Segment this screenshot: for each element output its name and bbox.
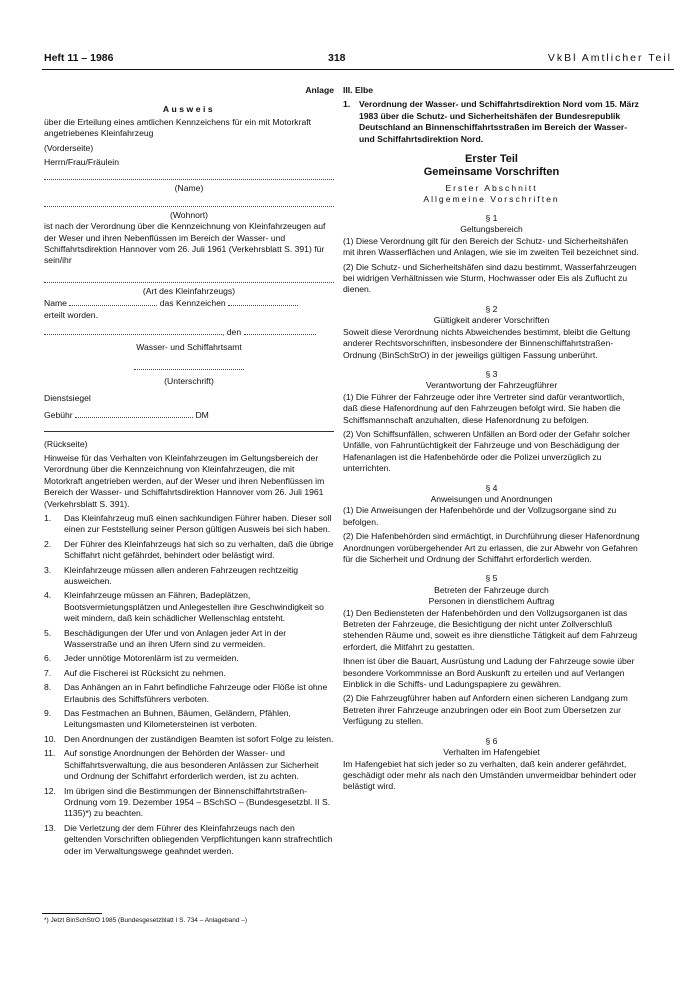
place-dots — [44, 326, 222, 335]
dienstsiegel-label: Dienstsiegel — [44, 392, 91, 403]
date-dots — [244, 326, 316, 335]
paragraph-5-title-2: Personen in dienstlichem Auftrag — [428, 596, 555, 607]
paragraph-2-number: § 2 — [485, 303, 498, 314]
kennzeichen-word: das Kennzeichen — [159, 298, 226, 309]
list-item: 4. Kleinfahrzeuge müssen an Fähren, Badeplätzen, Bootsvermietungsplätzen und Anlegestellen ihre Geschwindigkeit so weit mindern, daß kein schädlicher Wellenschlag entsteht. — [44, 590, 324, 624]
page-number: 318 — [328, 52, 346, 64]
den-word: , den — [222, 327, 242, 338]
hinweise-text: Hinweise für das Verhalten von Kleinfahrzeugen im Geltungsbereich der Verordnung über die Kennzeichnung von Kleinfahrzeugen, die mit Motorkraft angetrieben werden, auf der Weser und ihren Nebenflüssen im Bereich der Wasser- und Schiffahrtsdirektion Hannover vom 26. Juli 1961 (Verkehrsblatt S. 391). — [44, 452, 325, 509]
paragraph-2-text: Soweit diese Verordnung nichts Abweichendes bestimmt, bleibt die Geltung anderer Rechtsvorschriften, insbesondere der Binnenschiffahrtstraßen-Ordnung (BinSchStrO) in der jeweiligs gültigen Fassung unberührt. — [343, 326, 631, 360]
part-title: Erster Teil — [465, 153, 518, 166]
paragraph-1-title: Geltungsbereich — [460, 224, 523, 235]
chapter-subtitle: Allgemeine Vorschriften — [423, 194, 560, 205]
rueckseite-label: (Rückseite) — [44, 438, 88, 449]
form-intro: über die Erteilung eines amtlichen Kennzeichens für ein mit Motorkraft angetriebenes Kleinfahrzeug — [44, 116, 312, 139]
gebuehr-row — [44, 409, 334, 421]
footnote-rule — [42, 913, 102, 914]
paragraph-2-title: Gültigkeit anderer Vorschriften — [433, 315, 550, 326]
list-item: 6. Jeder unnötige Motorenlärm ist zu vermeiden. — [44, 653, 239, 664]
paragraph-3-text-a: (1) Die Führer der Fahrzeuge oder ihre Vertreter sind dafür verantwortlich, daß diese Hafenordnung auf den Fahrzeugen befolgt wird. Sie haben die Schiffsmannschaft anzuhalten, diese Hafenordnung zu befolgen. — [343, 391, 625, 425]
form-body: ist nach der Verordnung über die Kennzeichnung von Kleinfahrzeugen auf der Weser und ihren Nebenflüssen im Bereich der Wasser- und Schiffahrtsdirektion Hannover vom 26. Juli 1961 (Verkehrsblatt S. 391) für sein/ihr — [44, 221, 326, 266]
paragraph-1-text-a: (1) Diese Verordnung gilt für den Bereich der Schutz- und Sicherheitshäfen mit ihren Wasserflächen und Anlagen, wie sie im zweiten Teil bezeichnet sind. — [343, 235, 639, 258]
left-column — [44, 85, 334, 860]
name-kennzeichen-row — [44, 297, 334, 309]
name-word: Name — [44, 298, 67, 309]
paragraph-6-number: § 6 — [485, 735, 498, 746]
paragraph-5-number: § 5 — [485, 573, 498, 584]
signature-caption: (Unterschrift) — [164, 376, 214, 387]
signature-line-wrap — [44, 361, 334, 373]
paragraph-4-title: Anweisungen und Anordnungen — [430, 493, 553, 504]
salutation: Herrn/Frau/Fräulein — [44, 157, 119, 168]
wohnort-caption: (Wohnort) — [169, 209, 209, 220]
list-item: 7. Auf die Fischerei ist Rücksicht zu nehmen. — [44, 667, 226, 678]
ordinance-title: Verordnung der Wasser- und Schiffahrtsdirektion Nord vom 15. März 1983 über die Schutz- und Sicherheitshäfen der Bundesrepublik Deutschland an Binnenschiffahrtsstraßen im Bereich der Wasser- und Schiffahrtsdirektion Nord. — [359, 99, 639, 144]
form-separator — [44, 431, 334, 432]
list-item: 13. Die Verletzung der dem Führer des Kleinfahrzeugs nach den geltenden Vorschriften obliegenden Verpflichtungen kann strafrechtlich oder im Verwaltungswege geahndet werden. — [44, 822, 333, 856]
paragraph-4-number: § 4 — [485, 482, 498, 493]
list-item: 1. Das Kleinfahrzeug muß einen sachkundigen Führer haben. Dieser soll einen zur Feststellung seiner Person gültigen Ausweis bei sich haben. — [44, 512, 332, 535]
paragraph-3-title: Verantwortung der Fahrzeugführer — [425, 380, 558, 391]
kennzeichen-dots — [228, 297, 298, 306]
name-caption: (Name) — [174, 183, 204, 194]
form-title: Ausweis — [162, 104, 216, 115]
paragraph-5-text-b: Ihnen ist über die Bauart, Ausrüstung und Ladung der Fahrzeuge sowie über besondere Vorkommnisse an Bord Auskunft zu erteilen und auf Verlangen Einblick in die Schiffs- und Ladungspapiere zu gewähren. — [343, 656, 635, 690]
amt-label: Wasser- und Schiffahrtsamt — [136, 341, 242, 352]
art-caption: (Art des Kleinfahrzeugs) — [142, 285, 236, 296]
paragraph-3-number: § 3 — [485, 368, 498, 379]
paragraph-5-text-c: (2) Die Fahrzeugführer haben auf Anfordern einen sicheren Landgang zum Betreten ihrer Fahrzeuge anzubringen oder ein Boot zum Übersetzen zur Verfügung zu stellen. — [343, 693, 628, 727]
part-subtitle: Gemeinsame Vorschriften — [423, 166, 560, 179]
erteilt-text: erteilt worden. — [44, 309, 98, 320]
list-item: 11. Auf sonstige Anordnungen der Behörden der Wasser- und Schiffahrtsverwaltung, die aus besonderen Anlässen zur Sicherheit und Ordnung der Schiffahrt erforderlich werden, ist zu achten. — [44, 748, 319, 782]
wohnort-line — [44, 197, 334, 207]
name-dots — [69, 297, 157, 306]
list-item: 8. Das Anhängen an in Fahrt befindliche Fahrzeuge oder Flöße ist ohne Erlaubnis des Schiffsführers verboten. — [44, 682, 328, 704]
paragraph-4-text-a: (1) Die Anweisungen der Hafenbehörde und der Vollzugsorgane sind zu befolgen. — [343, 505, 617, 527]
paragraph-1-number: § 1 — [485, 213, 498, 224]
list-item: 3. Kleinfahrzeuge müssen allen anderen Fahrzeugen rechtzeitig ausweichen. — [44, 564, 299, 586]
date-row — [44, 326, 334, 338]
name-line — [44, 170, 334, 180]
anlage-label: Anlage — [305, 85, 334, 95]
paragraph-6-title: Verhalten im Hafengebiet — [443, 747, 540, 758]
paragraph-3-text-b: (2) Von Schiffsunfällen, schweren Unfällen an Bord oder der Gefahr solcher Unfälle, von Fahruntüchtigkeit der Fahrzeuge und von Beschädigung der Hafenanlagen ist die Hafenbehörde oder die Polizei unverzüglich zu unterrichten. — [343, 428, 630, 474]
header-rule — [42, 69, 674, 70]
list-item: 5. Beschädigungen der Ufer und von Anlagen jeder Art in der Wasserstraße und an ihren Ufern sind zu vermeiden. — [44, 627, 287, 650]
dm-word: DM — [195, 410, 209, 421]
list-item: 9. Das Festmachen an Buhnen, Bäumen, Geländern, Pfählen, Leitungsmasten und Kilometersteinen ist verboten. — [44, 708, 291, 730]
list-item: 12. Im übrigen sind die Bestimmungen der Binnenschiffahrtstraßen-Ordnung vom 19. Dezember 1954 – BSchSO – (Bundesgesetzbl. II S. 1135)*) zu beachten. — [44, 785, 331, 819]
vorderseite-label: (Vorderseite) — [44, 142, 94, 153]
paragraph-6-text: Im Hafengebiet hat sich jeder so zu verhalten, daß kein anderer gefährdet, geschädigt oder mehr als nach den Umständen unvermeidbar behindert oder belästigt wird. — [343, 758, 637, 792]
ordinance-heading — [343, 99, 640, 145]
ordinance-number: 1. — [343, 99, 351, 110]
right-column — [343, 85, 640, 793]
chapter-title: Erster Abschnitt — [445, 183, 538, 194]
list-item: 10. Den Anordnungen der zuständigen Beamten ist sofort Folge zu leisten. — [44, 733, 334, 744]
gebuehr-dots — [75, 409, 193, 418]
paragraph-1-text-b: (2) Die Schutz- und Sicherheitshäfen sind dazu bestimmt, Wasserfahrzeugen bei widrigen Verhältnissen wie Sturm, Hochwasser oder Eis als Zuflucht zu dienen. — [343, 261, 637, 295]
header-publication: VkBl Amtlicher Teil — [547, 52, 672, 64]
paragraph-4-text-b: (2) Die Hafenbehörden sind ermächtigt, in Durchführung dieser Hafenordnung Anordnungen vorübergehender Art zu erlassen, die zur Abwehr von Gefahren für die Sicherheit und Ordnung der Schiffahrt erforderlich werden. — [343, 531, 640, 564]
header-issue: Heft 11 – 1986 — [44, 52, 114, 64]
hinweise-list — [44, 513, 334, 857]
paragraph-5-text-a: (1) Den Bediensteten der Hafenbehörden und den Vollzugsorganen ist das Betreten der Fahrzeuge, die Besichtigung der nicht unter Zollverschluß stehenden Räume und, soweit es ihre dienstliche Tätigkeit auf dem Fahrzeug erfordert, die Mitfahrt zu gestatten. — [343, 607, 638, 652]
art-line — [44, 273, 334, 283]
section-heading: III. Elbe — [343, 85, 374, 95]
paragraph-5-title-1: Betreten der Fahrzeuge durch — [434, 584, 549, 595]
list-item: 2. Der Führer des Kleinfahrzeugs hat sich so zu verhalten, daß die übrige Schiffahrt nicht gefährdet, behindert oder belästigt wird. — [44, 538, 334, 561]
footnote: *) Jetzt BinSchStrO 1985 (Bundesgesetzblatt I S. 734 – Anlageband –) — [44, 917, 248, 924]
gebuehr-word: Gebühr — [44, 410, 73, 421]
signature-dots — [134, 361, 244, 370]
